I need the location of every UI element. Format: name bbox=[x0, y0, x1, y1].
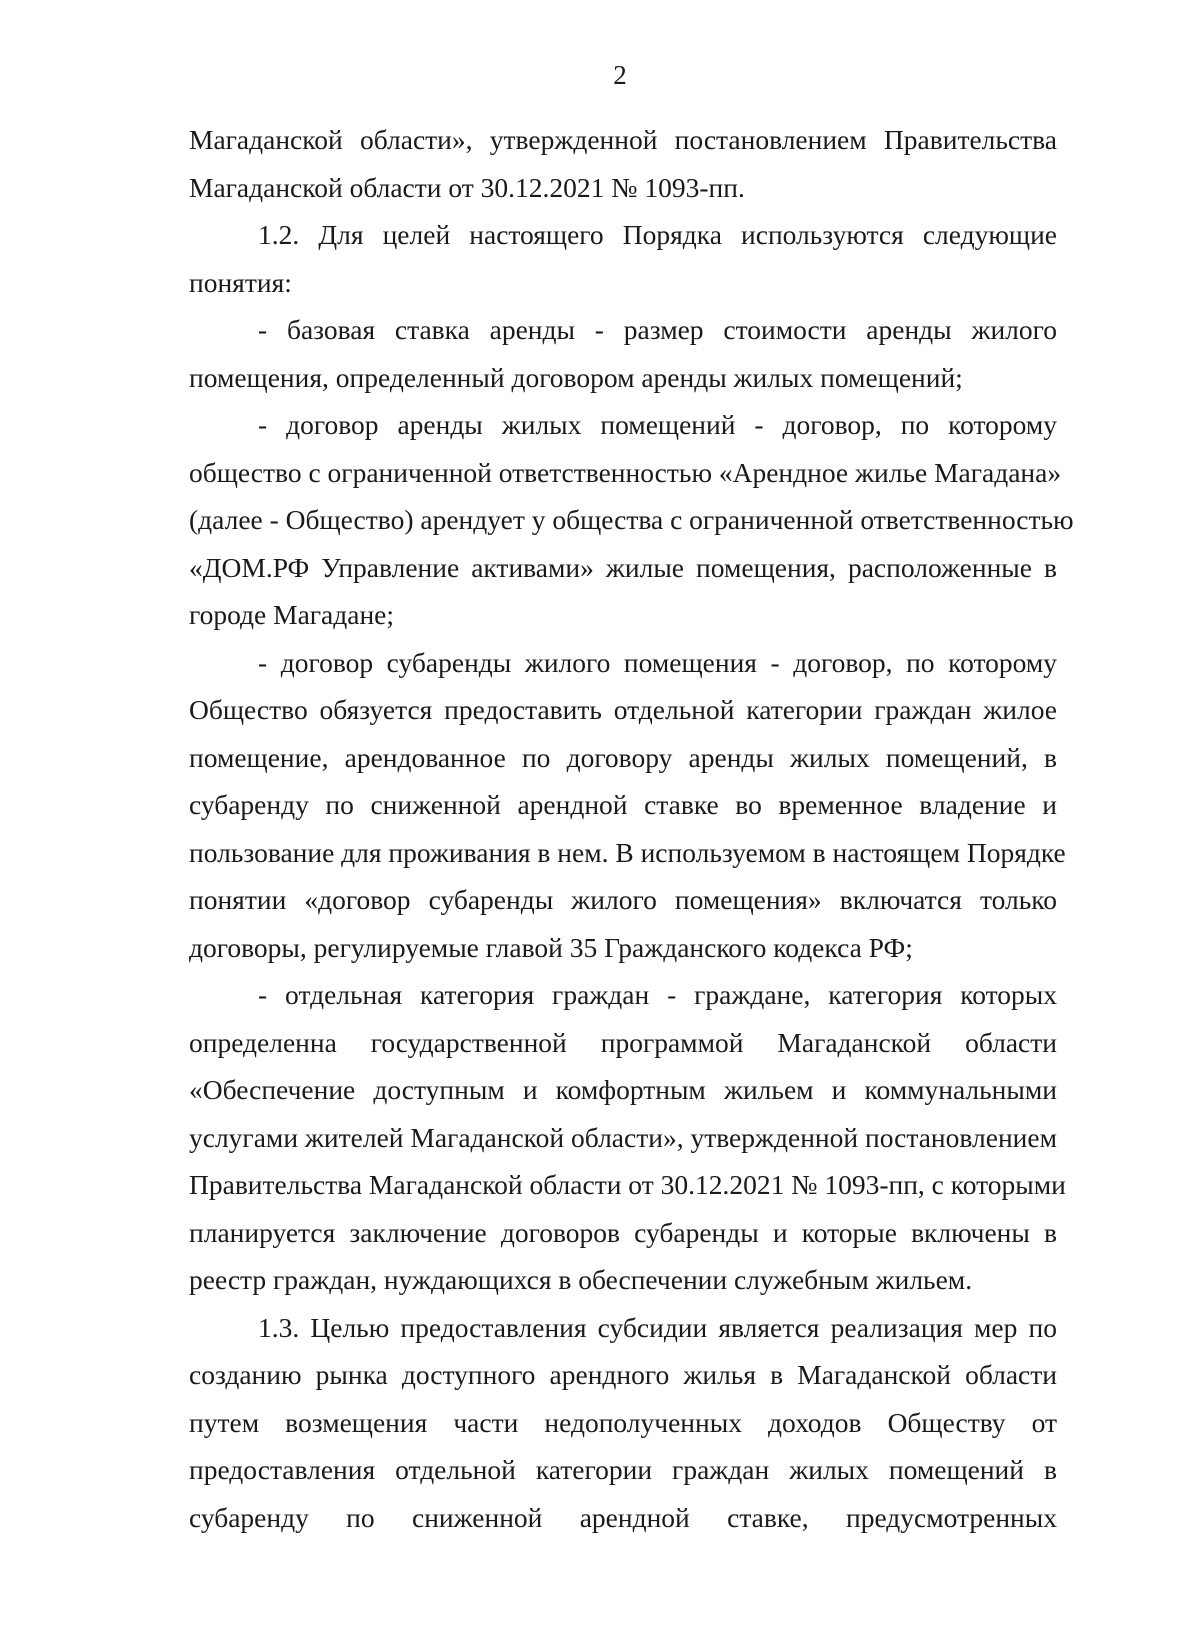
text-line: понятия: bbox=[189, 266, 292, 298]
text-line: 1.2. Для целей настоящего Порядка используются следующие bbox=[258, 219, 1057, 250]
text-line: Правительства Магаданской области от 30.12.2021 № 1093-пп, с которыми bbox=[189, 1169, 1066, 1200]
paragraph bbox=[189, 116, 1057, 211]
text-line: реестр граждан, нуждающихся в обеспечении служебным жильем. bbox=[189, 1264, 973, 1295]
paragraph bbox=[189, 971, 1066, 1304]
text-line: понятии «договор субаренды жилого помещения» включатся только bbox=[189, 884, 1057, 915]
text-line: «ДОМ.РФ Управление активами» жилые помещения, расположенные в bbox=[189, 551, 1057, 583]
paragraph bbox=[189, 401, 1074, 639]
text-line: планируется заключение договоров субаренды и которые включены в bbox=[189, 1216, 1057, 1248]
paragraph bbox=[189, 211, 1057, 306]
text-line: предоставления отдельной категории граждан жилых помещений в bbox=[189, 1454, 1057, 1485]
paragraph bbox=[189, 306, 1057, 401]
text-line: Магаданской области от 30.12.2021 № 1093-пп. bbox=[189, 171, 745, 203]
page-number: 2 bbox=[613, 60, 627, 90]
text-line: «Обеспечение доступным и комфортным жильем и коммунальными bbox=[189, 1074, 1057, 1105]
paragraph bbox=[189, 1304, 1057, 1542]
text-line: Общество обязуется предоставить отдельной категории граждан жилое bbox=[189, 694, 1057, 725]
text-line: путем возмещения части недополученных доходов Обществу от bbox=[189, 1406, 1057, 1438]
paragraph bbox=[189, 639, 1066, 972]
text-line: помещение, арендованное по договору аренды жилых помещений, в bbox=[189, 741, 1057, 773]
text-line: субаренду по сниженной арендной ставке, предусмотренных bbox=[189, 1501, 1057, 1533]
text-line: пользование для проживания в нем. В используемом в настоящем Порядке bbox=[189, 836, 1066, 868]
text-line: общество с ограниченной ответственностью «Арендное жилье Магадана» bbox=[189, 456, 1062, 488]
text-line: - базовая ставка аренды - размер стоимости аренды жилого bbox=[258, 314, 1057, 345]
text-line: - договор субаренды жилого помещения - договор, по которому bbox=[258, 646, 1057, 678]
text-line: созданию рынка доступного арендного жилья в Магаданской области bbox=[189, 1359, 1057, 1390]
text-line: определенна государственной программой Магаданской области bbox=[189, 1026, 1057, 1058]
text-line: Магаданской области», утвержденной постановлением Правительства bbox=[189, 124, 1057, 155]
text-line: субаренду по сниженной арендной ставке во временное владение и bbox=[189, 789, 1057, 820]
text-line: городе Магадане; bbox=[189, 599, 395, 630]
text-line: 1.3. Целью предоставления субсидии является реализация мер по bbox=[258, 1311, 1057, 1343]
text-line: помещения, определенный договором аренды жилых помещений; bbox=[189, 361, 963, 393]
text-line: - отдельная категория граждан - граждане, категория которых bbox=[258, 979, 1057, 1010]
text-line: - договор аренды жилых помещений - договор, по которому bbox=[258, 409, 1057, 440]
text-line: (далее - Общество) арендует у общества с ограниченной ответственностью bbox=[189, 504, 1074, 535]
text-line: услугами жителей Магаданской области», утвержденной постановлением bbox=[189, 1121, 1057, 1153]
text-line: договоры, регулируемые главой 35 Гражданского кодекса РФ; bbox=[189, 931, 913, 963]
document-body bbox=[189, 116, 1074, 1541]
